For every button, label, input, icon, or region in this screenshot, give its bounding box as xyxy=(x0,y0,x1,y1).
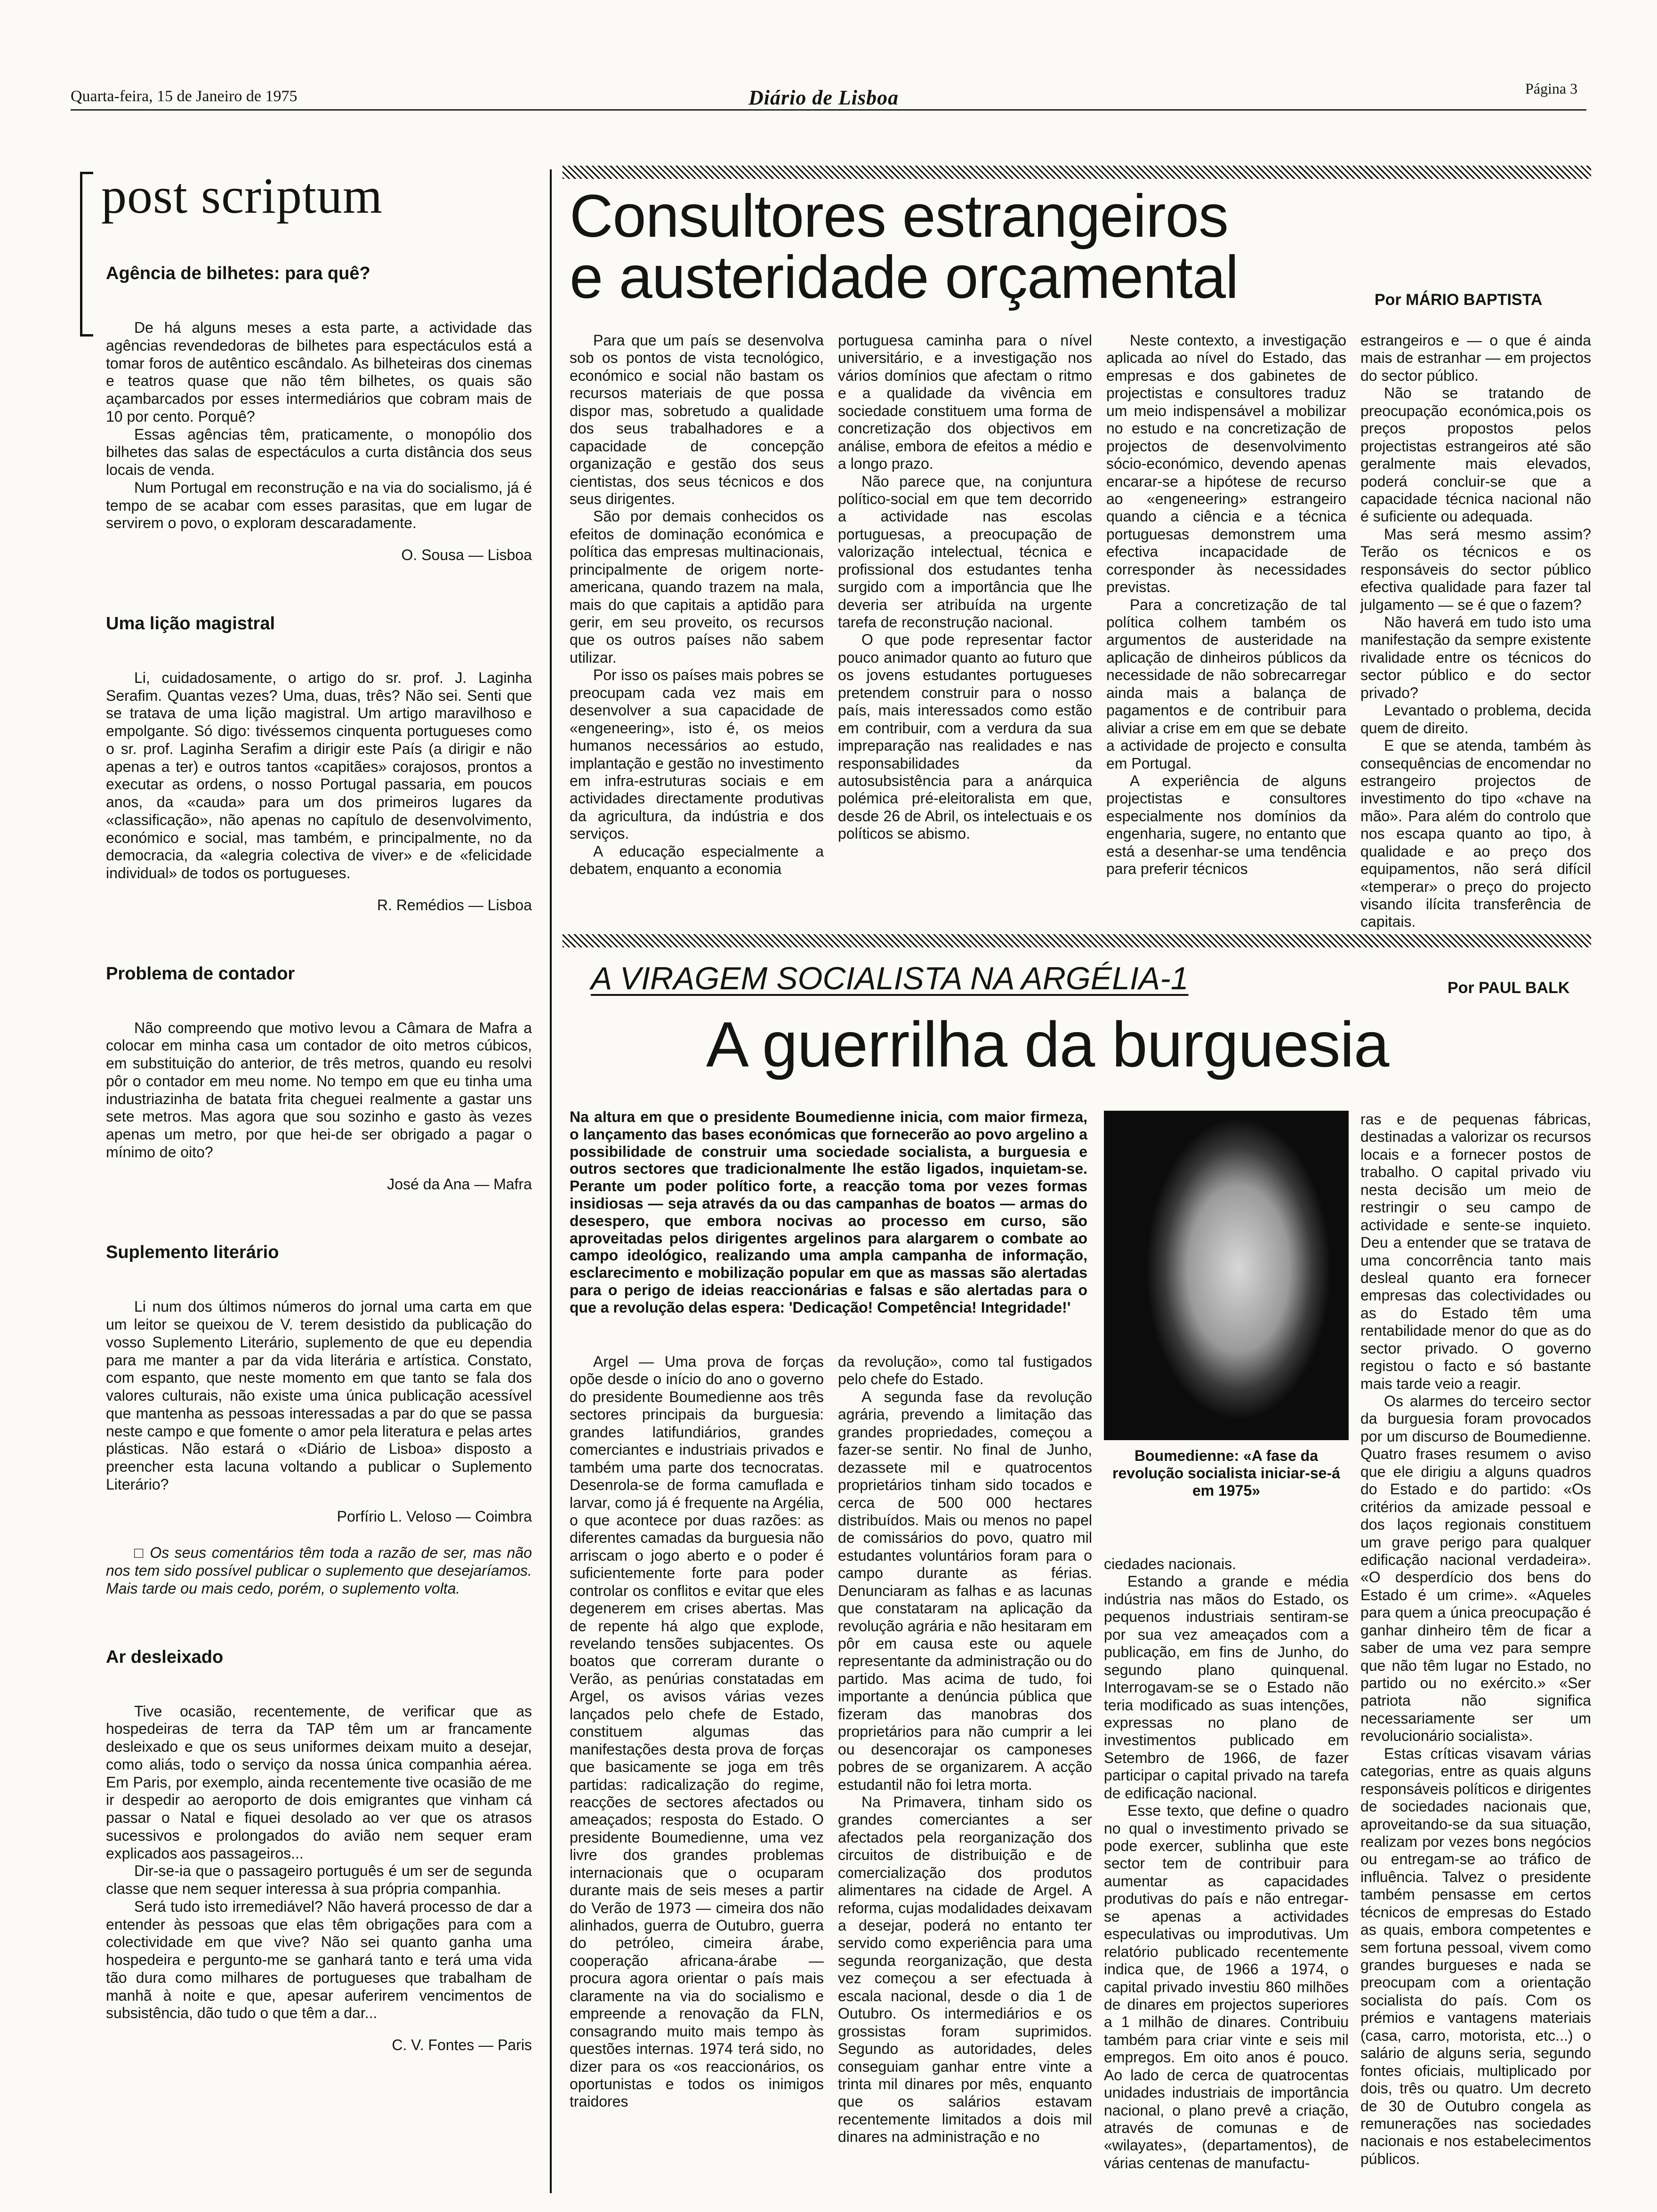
letter-paragraph: Não compreendo que motivo levou a Câmara de Mafra a colocar em minha casa um contador de oito metros cúbicos, em substituição do anterior, de três metros, quando eu resolvi pôr o contador em meu nome. No tempo em que eu tinha uma industriazinha de batata frita cheguei realmente a gastar uns sete metros. Mas agora que sou sozinho e gasto às vezes apenas um metro, por que hei-de ser obrigado a pagar o mínimo de oito? xyxy=(106,1019,532,1161)
article-paragraph: Levantado o problema, decida quem de direito. xyxy=(1360,702,1591,737)
letter-signature: O. Sousa — Lisboa xyxy=(401,546,532,563)
post-scriptum-letters xyxy=(106,264,532,2104)
masthead-rule xyxy=(71,109,1586,111)
article-paragraph: A educação especialmente a debatem, enquanto a economia xyxy=(570,842,824,878)
photo-caption: Boumedienne: «A fase da revolução socialista iniciar-se-á em 1975» xyxy=(1112,1447,1340,1499)
article-paragraph: Estas críticas visavam várias categorias, entre as quais alguns responsáveis políticos e dirigentes de sociedades nacionais que, aproveitando-se da sua situação, realizam por vezes bons negócios ou entregam-se ao tráfico de influência. Talvez o presidente também pensasse em certos técnicos de empresas do Estado as quais, embora competentes e sem fortuna pessoal, vivem como grandes burgueses e nada se preocupam com a orientação socialista do país. Com os prémios e vantagens materiais (casa, carro, motorista, etc...) o salário de alguns seria, segundo fontes oficiais, multiplicado por dois, três ou quatro. Um decreto de 30 de Outubro congela as remunerações nas sociedades nacionais e nos estabelecimentos públicos. xyxy=(1360,1745,1591,2167)
article-2-hatched-rule xyxy=(563,934,1591,947)
masthead-paper-name: Diário de Lisboa xyxy=(748,86,899,109)
masthead-page-number: Página 3 xyxy=(1525,80,1578,97)
article-paragraph: ciedades nacionais. xyxy=(1104,1555,1237,1572)
letter-section xyxy=(106,964,532,1194)
article-paragraph: Mas será mesmo assim? Terão os técnicos e os responsáveis do sector público efectiva qualidade para fazer tal julgamento — se é que o fazem? xyxy=(1360,525,1591,613)
letter-section xyxy=(106,1242,532,1597)
article-paragraph: Não parece que, na conjuntura político-social em que tem decorrido a actividade nas escolas portuguesas, a preocupação de valorização intelectual, técnica e profissional dos estudantes tenha surgido com a importância que lhe deveria ser atribuída na urgente tarefa de reconstrução nacional. xyxy=(838,473,1092,631)
article-paragraph: A experiência de alguns projectistas e consultores especialmente nos domínios da engenharia, sugere, no entanto que está a desenhar-se uma tendência para preferir técnicos xyxy=(1106,772,1346,878)
letter-paragraph: Li, cuidadosamente, o artigo do sr. prof. J. Laginha Serafim. Quantas vezes? Uma, duas, três? Não sei. Senti que se tratava de uma lição magistral. Um artigo maravilhoso e empolgante. Só digo: tivéssemos cinquenta portugueses como o sr. prof. Laginha Serafim a dirigir este País (a dirigir e não apenas a ter) e outros tantos «capitães» corajosos, prontos a executar as ordens, o nosso Portugal passaria, em poucos anos, da «cauda» para um dos primeiros lugares da «classificação», não apenas no capítulo de desenvolvimento, económico e social, mas também, e principalmente, no da democracia, da «alegria colectiva de viver» e de «felicidade individual» de todos os portugueses. xyxy=(106,669,532,882)
letter-section xyxy=(106,264,532,564)
letter-signature: R. Remédios — Lisboa xyxy=(377,896,532,914)
article-2-lede: Na altura em que o presidente Boumedienne inicia, com maior firmeza, o lançamento das bases económicas que fornecerão ao povo argelino a possibilidade de construir uma sociedade socialista, a burguesia e outros sectores que tradicionalmente lhe estão ligados, inquietam-se. Perante um poder político forte, a reacção toma por vezes formas insidiosas — seja através da ou das campanhas de boatos — armas do desespero, que embora nocivas ao processo em curso, são aproveitadas pelos dirigentes argelinos para alargarem o combate ao campo ideológico, realizando uma ampla campanha de informação, esclarecimento e mobilização popular em que as massas são alertadas para o perigo de ideias reaccionárias e falsas e são alertadas para o que a revolução delas espera: 'Dedicação! Competência! Integridade!' xyxy=(570,1108,1087,1316)
article-paragraph: Argel — Uma prova de forças opõe desde o início do ano o governo do presidente Boumedienne aos três sectores principais da burguesia: grandes latifundiários, grandes comerciantes e industriais privados e também uma parte dos tecnocratas. Desenrola-se de forma camuflada e larvar, como já é frequente na Argélia, o que acontece por duas razões: as diferentes camadas da burguesia não arriscam o jogo aberto e o poder é suficientemente forte para poder controlar os conflitos e evitar que eles degenerem em crises abertas. Mas de repente há algo que explode, revelando tensões subjacentes. Os boatos que correram durante o Verão, as penúrias constatadas em Argel, os avisos várias vezes lançados pelo chefe de Estado, constituem algumas das manifestações desta prova de forças que basicamente se joga em três partidas: radicalização do regime, reacções de sectores afectados ou ameaçados; resposta do Estado. O presidente Boumedienne, uma vez livre dos grandes problemas internacionais que o ocuparam durante mais de seis meses a partir do Verão de 1973 — cimeira dos não alinhados, guerra de Outubro, guerra do petróleo, cimeira árabe, cooperação africana-árabe — procura agora orientar o país mais claramente na via do socialismo e empreende a renovação da FLN, consagrando muito mais tempo às questões internas. 1974 terá sido, no dizer para os «os reaccionários, os oportunistas e todos os inimigos traidores xyxy=(570,1353,824,2110)
letter-paragraph: Será tudo isto irremediável? Não haverá processo de dar a entender às pessoas que elas têm obrigações para com a colectividade em que vive? Não sei quanto ganha uma hospedeira e pergunto-me se ganhará tanto e terá uma vida tão dura como milhares de portugueses que trabalham de manhã à noite e que, apesar auferirem vencimentos de subsistência, dão tudo o que têm a dar... xyxy=(106,1898,532,2022)
column-divider xyxy=(550,169,552,2193)
article-1-title-line-1: Consultores estrangeiros xyxy=(570,183,1228,250)
article-paragraph: Não se tratando de preocupação económica,pois os preços propostos pelos projectistas estrangeiros até são geralmente mais elevados, poderá concluir-se que a capacidade técnica nacional não é suficiente ou adequada. xyxy=(1360,385,1591,525)
article-2-column-3 xyxy=(1104,1555,1349,2172)
article-paragraph: Os alarmes do terceiro sector da burguesia foram provocados por um discurso de Boumedienne. Quatro frases resumem o aviso que ele dirigiu a alguns quadros do Estado e do partido: «Os critérios da amizade pessoal e dos laços regionais constituem um grave perigo para qualquer edificação nacional verdadeira». «O desperdício dos bens do Estado é um crime». «Aqueles para quem a única preocupação é ganhar dinheiro têm de ficar a saber de uma vez para sempre que não têm lugar no Estado, no partido ou no exército.» «Ser patriota não significa necessariamente ser um revolucionário socialista». xyxy=(1360,1393,1591,1745)
masthead-date: Quarta-feira, 15 de Janeiro de 1975 xyxy=(71,88,298,105)
article-1-column-4 xyxy=(1360,332,1591,931)
article-paragraph: Neste contexto, a investigação aplicada ao nível do Estado, das empresas e dos gabinetes de projectistas e consultores traduz um meio indispensável a mobilizar no estudo e na concretização de projectos de desenvolvimento sócio-económico, devendo apenas encarar-se a hipótese de recurso ao «engeneering» estrangeiro quando a ciência e a técnica portuguesas demonstrem uma efectiva incapacidade de corresponder às necessidades previstas. xyxy=(1106,332,1346,596)
article-1-column-2 xyxy=(838,332,1092,843)
article-paragraph: E que se atenda, também às consequências de encomendar no estrangeiro projectos de investimento do tipo «chave na mão». Para além do controlo que nos escapa quanto ao tipo, à qualidade e ao preço dos equipamentos, não será difícil «temperar» o preço do projecto visando ilícita transferência de capitais. xyxy=(1360,737,1591,930)
letter-signature: Porfírio L. Veloso — Coimbra xyxy=(337,1507,532,1525)
letter-paragraph: De há alguns meses a esta parte, a actividade das agências revendedoras de bilhetes para espectáculos está a tomar foros de autêntico escândalo. As bilheteiras dos cinemas e teatros quase que não têm bilhetes, os quais são açambarcados por esses intermediários que cobram mais de 10 por cento. Porquê? xyxy=(106,319,532,425)
letter-heading: Suplemento literário xyxy=(106,1242,279,1263)
article-paragraph: Esse texto, que define o quadro no qual o investimento privado se pode exercer, sublinha que este sector tem de contribuir para aumentar as capacidades produtivas do país e não entregar-se apenas a actividades especulativas ou improdutivas. Um relatório publicado recentemente indica que, de 1966 a 1974, o capital privado investiu 860 milhões de dinares em projectos superiores a 1 milhão de dinares. Contribuiu também para criar vinte e seis mil empregos. Em oito anos é pouco. Ao lado de cerca de quatrocentas unidades industriais de importância nacional, o plano prevê a criação, através de comunas e de «wilayates», (departamentos), de várias centenas de manufactu- xyxy=(1104,1802,1349,2172)
article-paragraph: Não haverá em tudo isto uma manifestação da sempre existente rivalidade entre os técnicos do sector público e do sector privado? xyxy=(1360,614,1591,701)
article-paragraph: Na Primavera, tinham sido os grandes comerciantes a ser afectados pela reorganização dos circuitos de distribuição e de comercialização dos produtos alimentares na cidade de Argel. A reforma, cujas modalidades deixavam a desejar, poderá no entanto ter servido como experiência para uma segunda reorganização, que desta vez começou a ser efectuada à escala nacional, desde o dia 1 de Outubro. Os intermediários e os grossistas foram suprimidos. Segundo as autoridades, deles conseguiam ganhar entre vinte a trinta mil dinares por mês, enquanto que os salários estavam recentemente limitados a dois mil dinares na administração e no xyxy=(838,1793,1092,2146)
article-paragraph: Estando a grande e média indústria nas mãos do Estado, os pequenos industriais sentiram-se por sua vez ameaçados com a publicação, em fins de Junho, do segundo plano quinquenal. Interrogavam-se se o Estado não teria modificado as suas intenções, expressas no plano de investimentos publicado em Setembro de 1966, de fazer participar o capital privado na tarefa de edificação nacional. xyxy=(1104,1573,1349,1802)
article-paragraph: portuguesa caminha para o nível universitário, e a investigação nos vários domínios que afectam o ritmo e a qualidade da vivência em sociedade constituem uma forma de concretização dos objectivos em análise, embora de efeitos a médio e a longo prazo. xyxy=(838,332,1092,473)
letter-paragraph: Essas agências têm, praticamente, o monopólio dos bilhetes das salas de espectáculos a curta distância dos seus locais de venda. xyxy=(106,425,532,478)
article-2-title: A guerrilha da burguesia xyxy=(706,1009,1389,1080)
letter-signature: José da Ana — Mafra xyxy=(387,1175,532,1193)
article-2-column-2 xyxy=(838,1353,1092,2146)
letter-section xyxy=(106,614,532,914)
letter-section xyxy=(106,1647,532,2054)
article-1-title-line-2: e austeridade orçamental xyxy=(570,244,1239,311)
post-scriptum-title: post scriptum xyxy=(101,168,383,224)
article-1-column-1 xyxy=(570,332,824,878)
letter-heading: Ar desleixado xyxy=(106,1647,224,1667)
article-2-byline: Por PAUL BALK xyxy=(1448,979,1570,997)
post-scriptum-bracket xyxy=(80,172,93,337)
article-1-hatched-rule xyxy=(563,166,1591,179)
article-paragraph: da revolução», como tal fustigados pelo chefe do Estado. xyxy=(838,1353,1092,1388)
letter-heading: Uma lição magistral xyxy=(106,613,275,633)
article-2-kicker: A VIRAGEM SOCIALISTA NA ARGÉLIA-1 xyxy=(591,961,1189,996)
article-paragraph: Por isso os países mais pobres se preocupam cada vez mais em desenvolver a sua capacidade de «engeneering», isto é, os meios humanos necessários ao estudo, implantação e gestão no investimento em infra-estruturas sociais e em actividades directamente produtivas da agricultura, da indústria e dos serviços. xyxy=(570,666,824,842)
article-1-column-3 xyxy=(1106,332,1346,878)
letter-paragraph: Li num dos últimos números do jornal uma carta em que um leitor se queixou de V. terem desistido da publicação do vosso Suplemento Literário, suplemento de que eu dependia para me manter a par da vida literária e artística. Constato, com espanto, que neste momento em que tanto se fala dos valores culturais, não existe uma única publicação acessível que mantenha as pessoas interessadas a par do que se passa neste campo e que fomente o amor pela literatura e pelas artes plásticas. Não estará o «Diário de Lisboa» disposto a preencher esta lacuna voltando a publicar o Suplemento Literário? xyxy=(106,1298,532,1493)
editor-note: □ Os seus comentários têm toda a razão de ser, mas não nos tem sido possível publicar o suplemento que desejaríamos. Mais tarde ou mais cedo, porém, o suplemento volta. xyxy=(106,1544,532,1597)
article-paragraph: ras e de pequenas fábricas, destinadas a valorizar os recursos locais e a fornecer postos de trabalho. O capital privado viu nesta decisão um meio de restringir o seu campo de actividade e sente-se inquieto. Deu a entender que se tratava de uma concorrência tanto mais desleal quanto era fornecer empresas das colectividades ou as do Estado têm uma rentabilidade menor do que as do sector privado. O governo registou o facto e só bastante mais tarde veio a reagir. xyxy=(1360,1111,1591,1392)
boumedienne-photo xyxy=(1104,1111,1349,1440)
article-2-column-1 xyxy=(570,1353,824,2111)
article-2-column-4 xyxy=(1360,1111,1591,2168)
letter-heading: Agência de bilhetes: para quê? xyxy=(106,264,370,283)
letter-heading: Problema de contador xyxy=(106,963,295,984)
article-1-byline: Por MÁRIO BAPTISTA xyxy=(1375,291,1543,309)
letter-paragraph: Num Portugal em reconstrução e na via do socialismo, já é tempo de se acabar com esses parasitas, que em lugar de servirem o povo, o exploram descaradamente. xyxy=(106,479,532,532)
article-paragraph: São por demais conhecidos os efeitos de dominação económica e política das empresas multinacionais, principalmente de origem norte-americana, quando trazem na mala, mais do que capitais a aptidão para gerir, em seu proveito, os recursos que os outros países não sabem utilizar. xyxy=(570,508,824,666)
article-paragraph: estrangeiros e — o que é ainda mais de estranhar — em projectos do sector público. xyxy=(1360,332,1591,384)
article-paragraph: Para que um país se desenvolva sob os pontos de vista tecnológico, económico e social não bastam os recursos materiais de que possa dispor mas, sobretudo a qualidade dos seus trabalhadores e a capacidade de concepção organização e gestão dos seus cientistas, dos seus técnicos e dos seus dirigentes. xyxy=(570,332,824,507)
letter-paragraph: Tive ocasião, recentemente, de verificar que as hospedeiras de terra da TAP têm um ar francamente desleixado e que os seus uniformes deixam muito a desejar, como aliás, todo o serviço da nossa única companhia aérea. Em Paris, por exemplo, ainda recentemente tive ocasião de me ir despedir ao aeroporto de dois emigrantes que vinham cá passar o Natal e fiquei desolado ao ver que os atrasos sucessivos e prolongados do avião nem sequer eram explicados aos passageiros... xyxy=(106,1702,532,1862)
letter-paragraph: Dir-se-ia que o passageiro português é um ser de segunda classe que nem sequer interessa à sua própria companhia. xyxy=(106,1862,532,1897)
letter-signature: C. V. Fontes — Paris xyxy=(392,2036,532,2053)
article-paragraph: A segunda fase da revolução agrária, prevendo a limitação das grandes propriedades, começou a fazer-se sentir. No final de Junho, dezassete mil e quatrocentos proprietários tinham sido tocados e cerca de 500 000 hectares distribuídos. Mais ou menos no papel de comissários do povo, quatro mil estudantes voluntários foram para o campo durante as férias. Denunciaram as falhas e as lacunas que constataram na aplicação da revolução agrária e não hesitaram em pôr em causa este ou aquele representante da administração ou do partido. Mas acima de tudo, foi importante a denúncia pública que fizeram das manobras dos proprietários para não cumprir a lei ou desencorajar os camponeses pobres de se organizarem. A acção estudantil não foi letra morta. xyxy=(838,1388,1092,1793)
article-paragraph: Para a concretização de tal política colhem também os argumentos de austeridade na aplicação de dinheiros públicos da necessidade de não sobrecarregar ainda mais a balança de pagamentos e de contribuir para aliviar a crise em em que se debate a actividade de projecto e consulta em Portugal. xyxy=(1106,596,1346,772)
article-paragraph: O que pode representar factor pouco animador quanto ao futuro que os jovens estudantes portugueses pretendem construir para o nosso país, mais interessados como estão em contribuir, com a verdura da sua impreparação nas realidades e nas responsabilidades da autosubsistência para a anárquica polémica pré-eleitoralista em que, desde 26 de Abril, os intelectuais e os políticos se abismo. xyxy=(838,631,1092,842)
